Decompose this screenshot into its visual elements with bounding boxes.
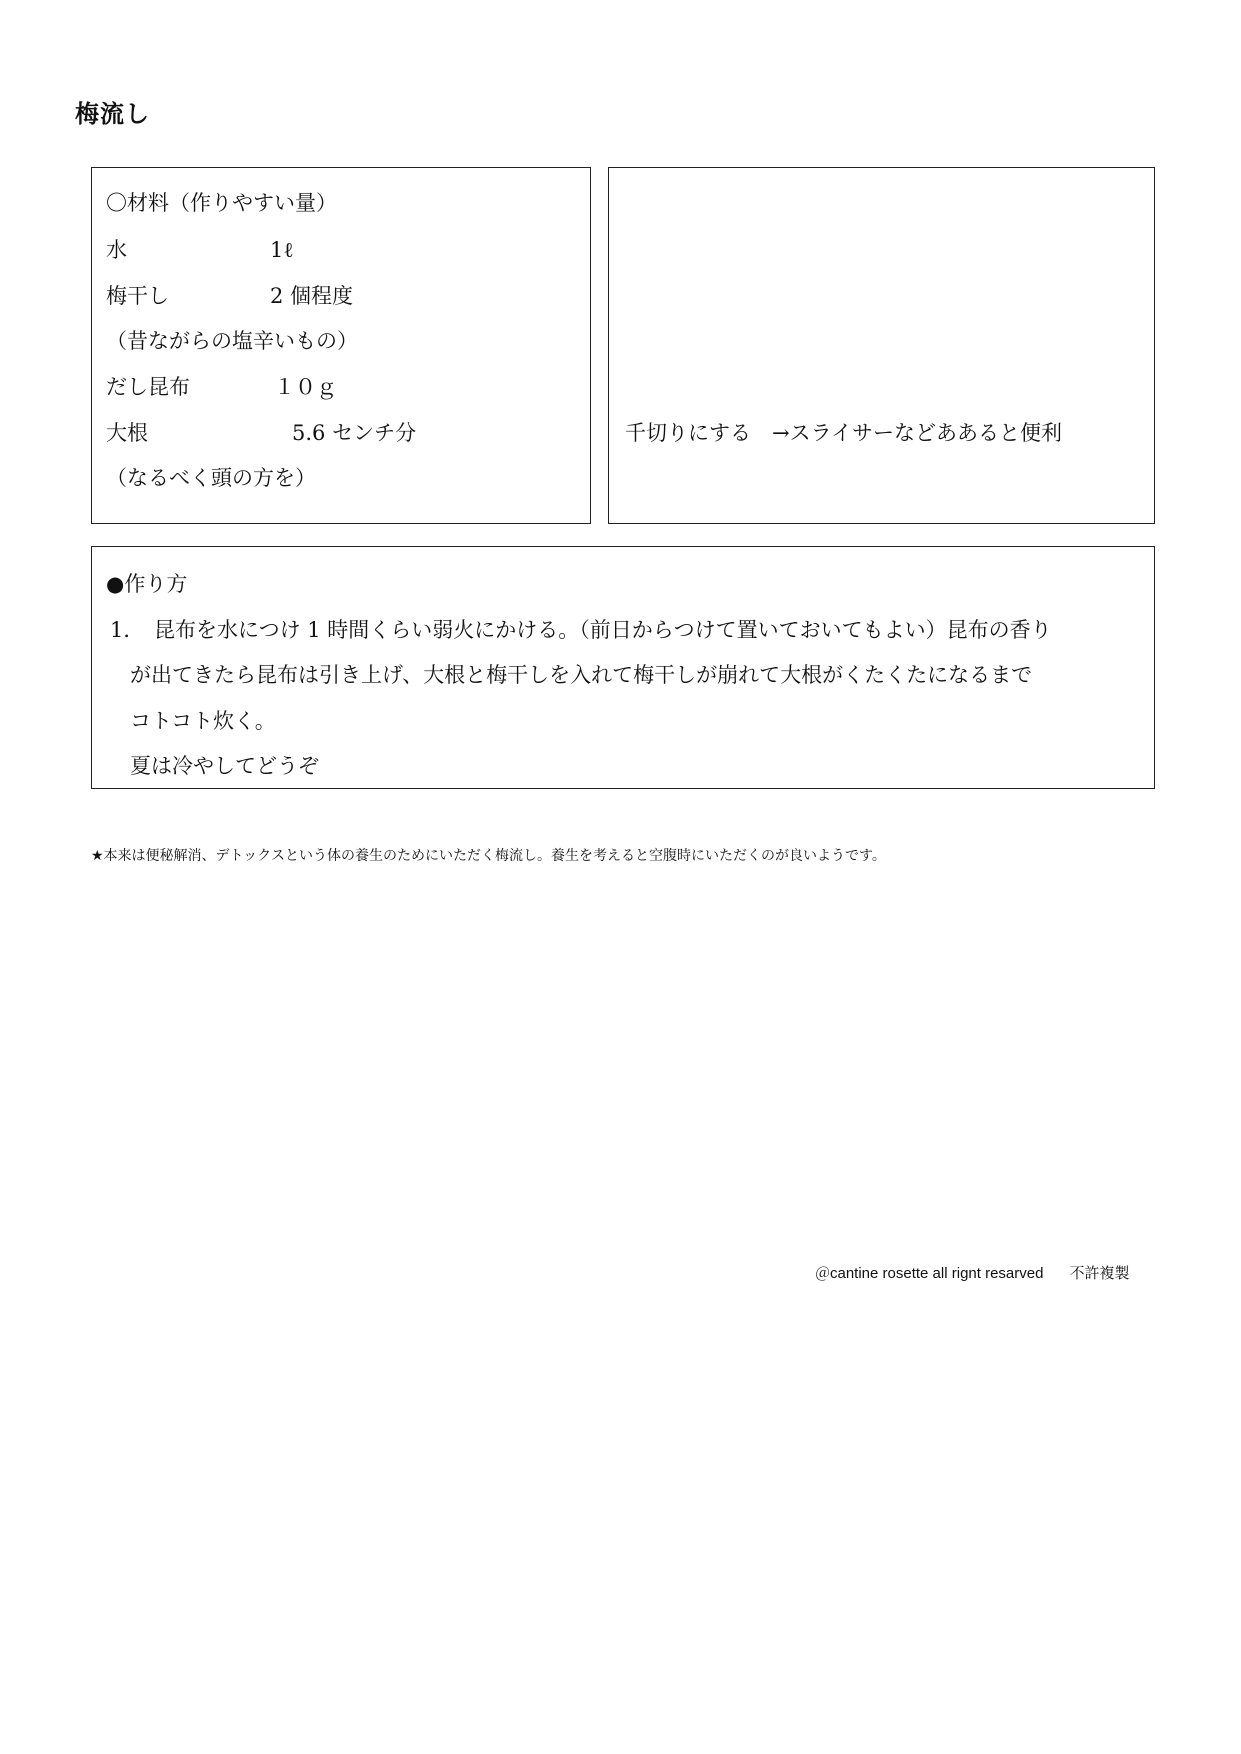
copyright-notice: 不許複製 xyxy=(1069,1265,1130,1282)
method-heading: ●作り方 xyxy=(106,572,188,596)
method-line: コトコト炊く。 xyxy=(130,709,276,733)
copyright-text: ＠cantine rosette all rignt resarved xyxy=(815,1265,1044,1282)
note-box xyxy=(608,167,1155,524)
ingredient-name: 水 xyxy=(106,238,127,262)
ingredient-note: （なるべく頭の方を） xyxy=(106,466,316,490)
ingredients-heading: 〇材料（作りやすい量） xyxy=(106,191,337,215)
note-text: 千切りにする →スライサーなどああると便利 xyxy=(625,421,1062,445)
method-line: が出てきたら昆布は引き上げ、大根と梅干しを入れて梅干しが崩れて大根がくたくたになるまで xyxy=(130,663,1033,687)
method-line: 昆布を水につけ 1 時間くらい弱火にかける。（前日からつけて置いておいてもよい）昆布の香り xyxy=(154,618,1052,642)
ingredient-amount: １０ｇ xyxy=(274,375,337,399)
ingredients-box xyxy=(91,167,591,524)
footer-note: ★本来は便秘解消、デトックスという体の養生のためにいただく梅流し。養生を考えると空腹時にいただくのが良いようです。 xyxy=(91,848,886,864)
method-line: 夏は冷やしてどうぞ xyxy=(130,754,319,778)
ingredient-name: だし昆布 xyxy=(106,375,190,399)
ingredient-note: （昔ながらの塩辛いもの） xyxy=(106,329,358,353)
copyright-line xyxy=(815,1262,1129,1283)
ingredient-name: 梅干し xyxy=(106,284,169,308)
ingredient-amount: 1ℓ xyxy=(270,238,294,262)
ingredient-amount: 5.6 センチ分 xyxy=(292,421,417,445)
step-number: 1． xyxy=(110,618,145,642)
ingredient-name: 大根 xyxy=(106,421,148,445)
page-title: 梅流し xyxy=(75,100,150,128)
method-box xyxy=(91,546,1155,789)
ingredient-amount: 2 個程度 xyxy=(270,284,354,308)
